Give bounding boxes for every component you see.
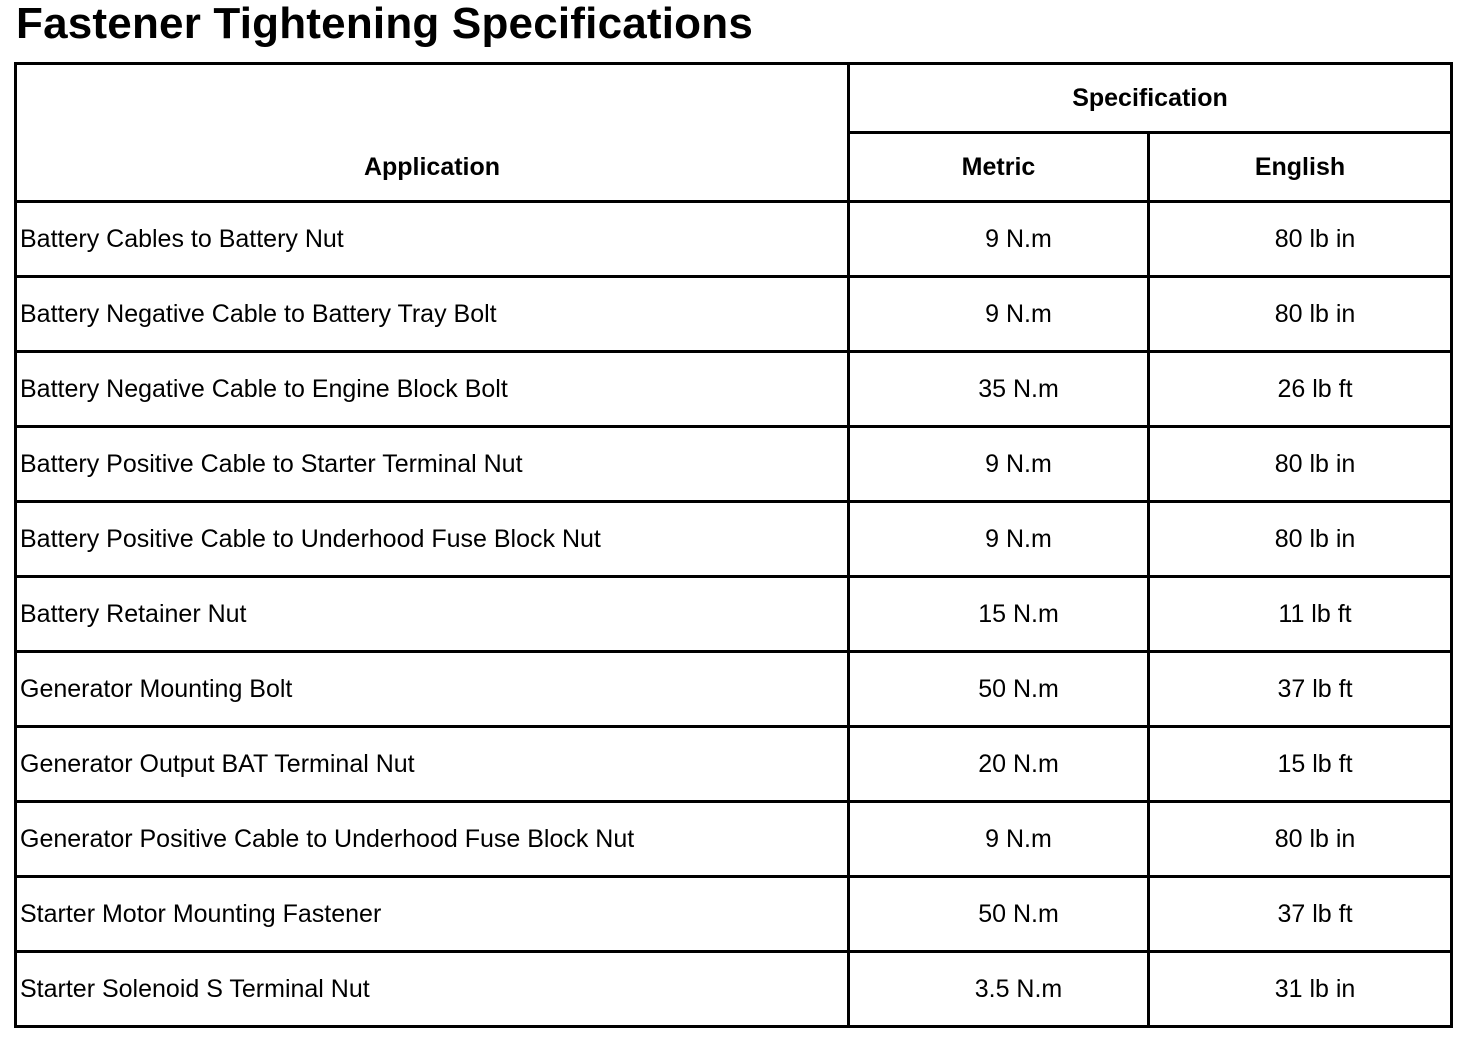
table-row <box>16 802 1452 877</box>
application-cell: Generator Mounting Bolt <box>16 652 849 727</box>
table-row <box>16 502 1452 577</box>
application-cell: Battery Cables to Battery Nut <box>16 202 849 277</box>
table-row <box>16 202 1452 277</box>
header-row-top <box>16 64 1452 133</box>
application-cell: Battery Positive Cable to Starter Terminal Nut <box>16 427 849 502</box>
english-value-cell: 80 lb in <box>1149 427 1452 502</box>
english-value-cell: 11 lb ft <box>1149 577 1452 652</box>
application-cell: Generator Output BAT Terminal Nut <box>16 727 849 802</box>
english-value-cell: 80 lb in <box>1149 802 1452 877</box>
table-body <box>16 202 1452 1027</box>
metric-value-cell: 9 N.m <box>849 277 1149 352</box>
table-row <box>16 352 1452 427</box>
english-value-cell: 37 lb ft <box>1149 652 1452 727</box>
application-cell: Starter Solenoid S Terminal Nut <box>16 952 849 1027</box>
metric-value-cell: 3.5 N.m <box>849 952 1149 1027</box>
english-value-cell: 80 lb in <box>1149 502 1452 577</box>
metric-value-cell: 20 N.m <box>849 727 1149 802</box>
table-row <box>16 577 1452 652</box>
metric-value-cell: 9 N.m <box>849 802 1149 877</box>
application-cell: Battery Positive Cable to Underhood Fuse Block Nut <box>16 502 849 577</box>
specification-column-header: Specification <box>849 64 1452 133</box>
english-value-cell: 37 lb ft <box>1149 877 1452 952</box>
metric-value-cell: 15 N.m <box>849 577 1149 652</box>
metric-column-header: Metric <box>849 133 1149 202</box>
table-row <box>16 877 1452 952</box>
table-row <box>16 652 1452 727</box>
metric-value-cell: 50 N.m <box>849 652 1149 727</box>
metric-value-cell: 35 N.m <box>849 352 1149 427</box>
english-value-cell: 26 lb ft <box>1149 352 1452 427</box>
table-row <box>16 277 1452 352</box>
application-cell: Battery Negative Cable to Engine Block Bolt <box>16 352 849 427</box>
table-header <box>16 64 1452 202</box>
application-cell: Battery Retainer Nut <box>16 577 849 652</box>
english-column-header: English <box>1149 133 1452 202</box>
english-value-cell: 80 lb in <box>1149 277 1452 352</box>
application-cell: Battery Negative Cable to Battery Tray Bolt <box>16 277 849 352</box>
table-row <box>16 952 1452 1027</box>
table-row <box>16 427 1452 502</box>
metric-value-cell: 9 N.m <box>849 202 1149 277</box>
metric-value-cell: 9 N.m <box>849 427 1149 502</box>
metric-value-cell: 9 N.m <box>849 502 1149 577</box>
fastener-spec-table <box>14 62 1453 1028</box>
application-cell: Generator Positive Cable to Underhood Fuse Block Nut <box>16 802 849 877</box>
english-value-cell: 15 lb ft <box>1149 727 1452 802</box>
page-title: Fastener Tightening Specifications <box>16 0 754 48</box>
english-value-cell: 80 lb in <box>1149 202 1452 277</box>
table-row <box>16 727 1452 802</box>
application-cell: Starter Motor Mounting Fastener <box>16 877 849 952</box>
application-column-header: Application <box>16 64 849 202</box>
metric-value-cell: 50 N.m <box>849 877 1149 952</box>
english-value-cell: 31 lb in <box>1149 952 1452 1027</box>
